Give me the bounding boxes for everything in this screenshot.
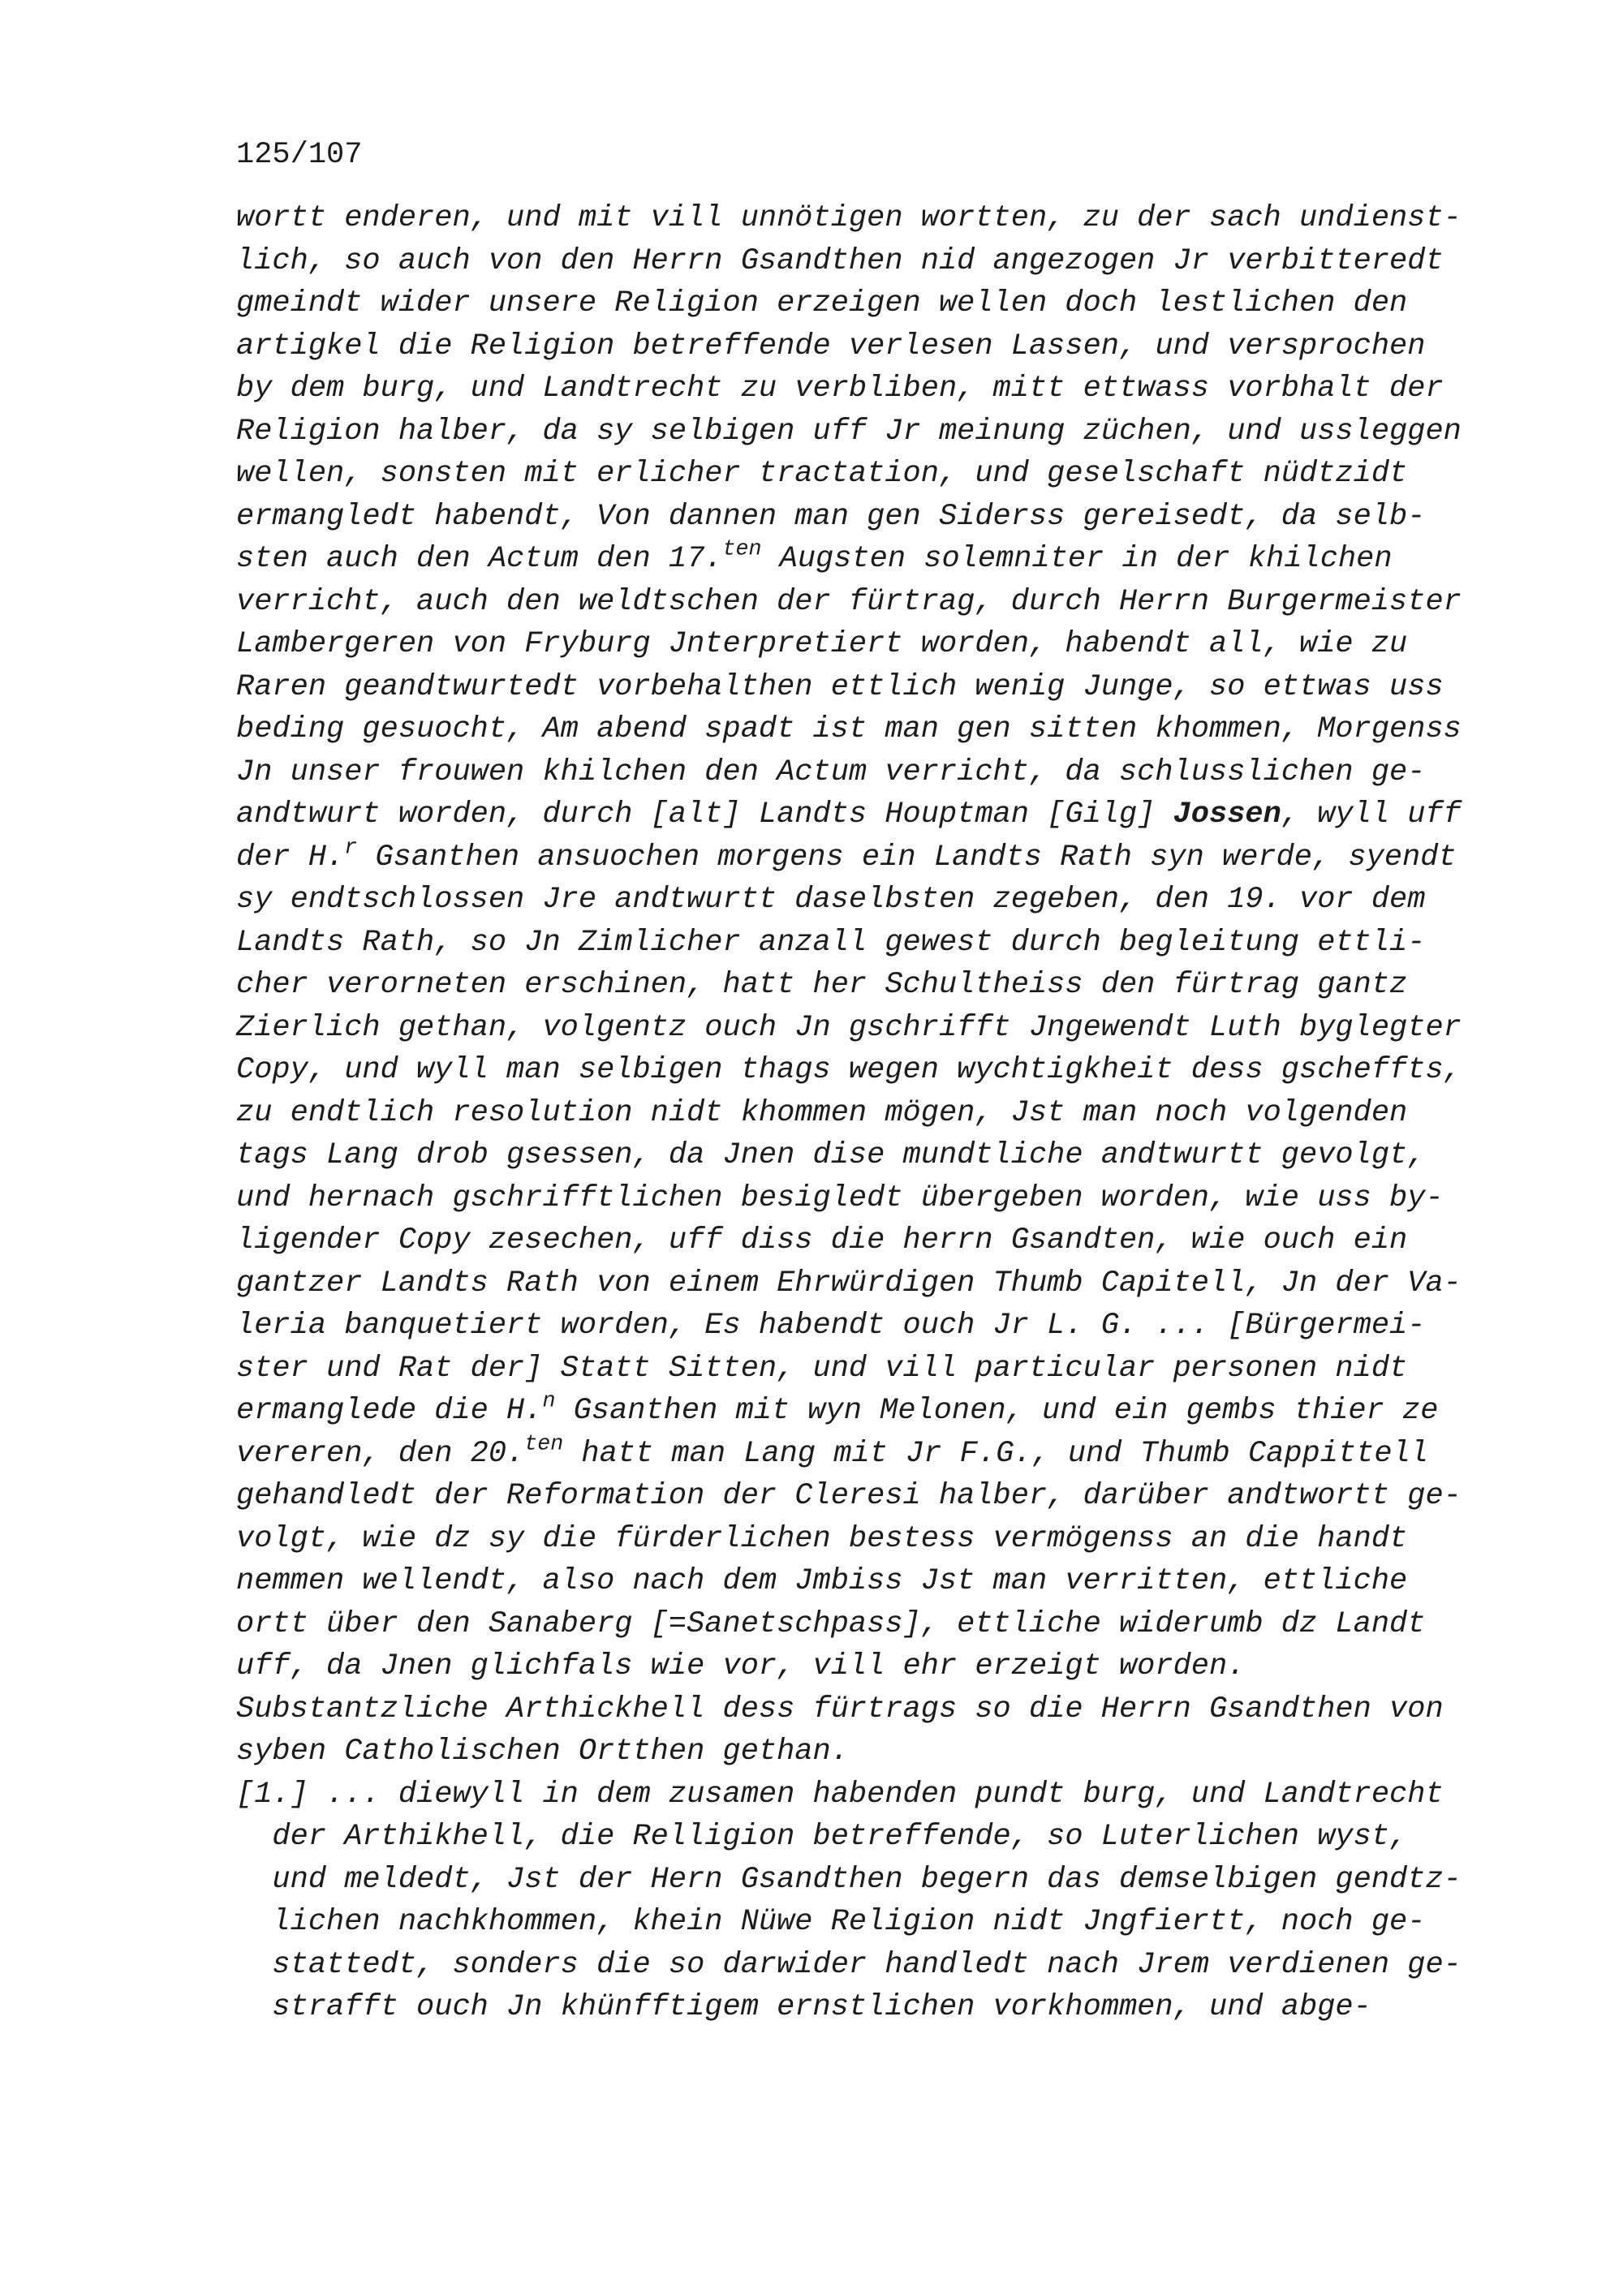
text-segment: ermanglede die H. bbox=[236, 1394, 543, 1428]
text-segment: Gsanthen ansuochen morgens ein Landts Rath syn werde, syendt bbox=[357, 840, 1457, 875]
text-line: tags Lang drob gsessen, da Jnen dise mundtliche andtwurtt gevolgt, bbox=[236, 1138, 1426, 1172]
text-line: und hernach gschrifftlichen besigledt übergeben worden, wie uss by- bbox=[236, 1180, 1444, 1215]
superscript: ten bbox=[722, 536, 762, 561]
text-line: wellen, sonsten mit erlicher tractation, und geselschaft nüdtzidt bbox=[236, 457, 1408, 491]
text-line: der Arthikhell, die Relligion betreffende, so Luterlichen wyst, bbox=[272, 1820, 1408, 1854]
text-segment: , wyll uff bbox=[1281, 798, 1462, 832]
text-line: cher verorneten erschinen, hatt her Schultheiss den fürtrag gantz bbox=[236, 968, 1408, 1002]
text-line: Jn unser frouwen khilchen den Actum verricht, da schlusslichen ge- bbox=[236, 755, 1426, 789]
text-line bbox=[236, 1390, 1535, 1433]
text-line: uff, da Jnen glichfals wie vor, vill ehr erzeigt worden. bbox=[236, 1649, 1246, 1683]
text-line bbox=[236, 836, 1535, 879]
text-line: artigkel die Religion betreffende verlesen Lassen, und versprochen bbox=[236, 329, 1426, 363]
text-line: gantzer Landts Rath von einem Ehrwürdigen Thumb Capitell, Jn der Va- bbox=[236, 1266, 1462, 1301]
summary-heading bbox=[236, 1688, 1535, 1774]
superscript: r bbox=[344, 834, 358, 859]
text-line: lichen nachkhommen, khein Nüwe Religion nidt Jngfiertt, noch ge- bbox=[272, 1905, 1426, 1939]
text-line: [1.] ... diewyll in dem zusamen habenden pundt burg, und Landtrecht bbox=[236, 1777, 1444, 1812]
text-line: beding gesuocht, Am abend spadt ist man gen sitten khommen, Morgenss bbox=[236, 712, 1462, 746]
text-line: zu endtlich resolution nidt khommen mögen, Jst man noch volgenden bbox=[236, 1095, 1408, 1130]
text-segment: sten auch den Actum den 17. bbox=[236, 542, 723, 576]
text-segment: vereren, den 20. bbox=[236, 1436, 525, 1471]
text-line: Raren geandtwurtedt vorbehalthen ettlich wenig Junge, so ettwas uss bbox=[236, 669, 1444, 704]
text-line: ermangledt habendt, Von dannen man gen Siderss gereisedt, da selb- bbox=[236, 499, 1426, 534]
body-text bbox=[236, 197, 1535, 1688]
text-line: ster und Rat der] Statt Sitten, und vill particular personen nidt bbox=[236, 1351, 1408, 1386]
text-line: ortt über den Sanaberg [=Sanetschpass], ettliche widerumb dz Landt bbox=[236, 1606, 1426, 1641]
text-line: stattedt, sonders die so darwider handledt nach Jrem verdienen ge- bbox=[272, 1947, 1462, 1982]
text-line: Substantzliche Arthickhell dess fürtrags so die Herrn Gsandthen von bbox=[236, 1692, 1444, 1726]
text-line: Lambergeren von Fryburg Jnterpretiert worden, habendt all, wie zu bbox=[236, 627, 1408, 661]
text-line: strafft ouch Jn khünfftigem ernstlichen vorkhommen, und abge- bbox=[272, 1990, 1371, 2024]
bold-name: Jossen bbox=[1173, 798, 1281, 832]
text-segment: Augsten solemniter in der khilchen bbox=[761, 542, 1393, 576]
text-line: verricht, auch den weldtschen der fürtrag, durch Herrn Burgermeister bbox=[236, 584, 1462, 619]
transcription-text bbox=[236, 197, 1535, 2029]
text-line: wortt enderen, und mit vill unnötigen wortten, zu der sach undienst- bbox=[236, 201, 1462, 235]
superscript: n bbox=[542, 1388, 556, 1413]
text-segment: hatt man Lang mit Jr F.G., und Thumb Cappittell bbox=[563, 1436, 1428, 1471]
text-line: Zierlich gethan, volgentz ouch Jn gschrifft Jngewendt Luth byglegter bbox=[236, 1010, 1462, 1045]
text-line: gehandledt der Reformation der Cleresi halber, darüber andtwortt ge- bbox=[236, 1479, 1462, 1513]
text-line: Copy, und wyll man selbigen thags wegen wychtigkheit dess gscheffts, bbox=[236, 1053, 1462, 1087]
superscript: ten bbox=[524, 1430, 564, 1455]
text-line: Landts Rath, so Jn Zimlicher anzall gewest durch begleitung ettli- bbox=[236, 925, 1426, 960]
text-segment: Gsanthen mit wyn Melonen, und ein gembs thier ze bbox=[555, 1394, 1439, 1428]
text-line bbox=[236, 1430, 1535, 1476]
text-line bbox=[236, 538, 1535, 581]
text-line: sy endtschlossen Jre andtwurtt daselbsten zegeben, den 19. vor dem bbox=[236, 883, 1426, 917]
text-line: leria banquetiert worden, Es habendt ouch Jr L. G. ... [Bürgermei- bbox=[236, 1309, 1426, 1343]
text-line: nemmen wellendt, also nach dem Jmbiss Jst man verritten, ettliche bbox=[236, 1564, 1408, 1598]
page-number: 125/107 bbox=[236, 138, 363, 172]
text-segment: der H. bbox=[236, 840, 345, 875]
text-line: volgt, wie dz sy die fürderlichen bestess vermögenss an die handt bbox=[236, 1521, 1408, 1556]
text-line: syben Catholischen Ortthen gethan. bbox=[236, 1735, 849, 1769]
text-line: und meldedt, Jst der Hern Gsandthen begern das demselbigen gendtz- bbox=[272, 1862, 1462, 1897]
text-line: ligender Copy zesechen, uff diss die herrn Gsandten, wie ouch ein bbox=[236, 1223, 1408, 1258]
text-segment: andtwurt worden, durch [alt] Landts Houptman [Gilg] bbox=[236, 798, 1173, 832]
text-line bbox=[236, 793, 1535, 836]
text-line: gmeindt wider unsere Religion erzeigen wellen doch lestlichen den bbox=[236, 286, 1408, 320]
text-line: Religion halber, da sy selbigen uff Jr meinung züchen, und ussleggen bbox=[236, 414, 1462, 449]
text-line: lich, so auch von den Herrn Gsandthen nid angezogen Jr verbitteredt bbox=[236, 243, 1444, 278]
text-line: by dem burg, und Landtrecht zu verbliben, mitt ettwass vorbhalt der bbox=[236, 372, 1444, 406]
article-1 bbox=[236, 1774, 1535, 2029]
